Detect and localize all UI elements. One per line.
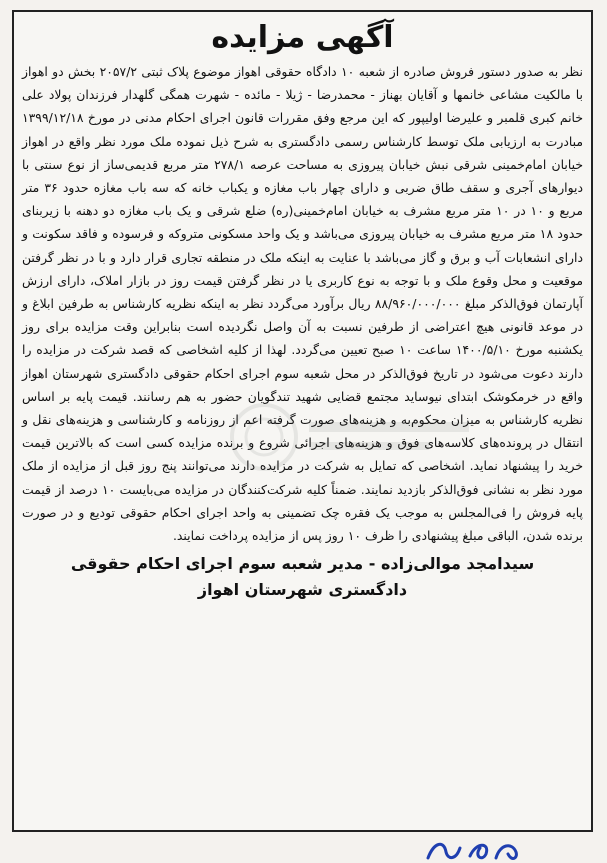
handwritten-mark	[420, 836, 530, 863]
notice-title: آگهی مزایده	[211, 20, 394, 55]
notice-body: نظر به صدور دستور فروش صادره از شعبه ۱۰ دادگاه حقوقی اهواز موضوع پلاک ثبتی ۲۰۵۷/۲ بخش دو اهواز با مالکیت مشاعی خانمها و آقایان بهناز - محمدرضا - ژیلا - مائده - شهرت همگی گلهدار فرزندان پولاد علی خانم کبری قلمبر و علیرضا اولیپور که این مرجع وفق مقررات قانون اجرای احکام مدنی در مورخ ۱۳۹۹/۱۲/۱۸ مبادرت به ارزیابی ملک توسط کارشناس رسمی دادگستری به شرح ذیل نموده ملک مورد نظر واقع در اهواز خیابان امام‌خمینی شرقی نبش خیابان پیروزی به مساحت عرصه ۲۷۸/۱ متر مربع قدیمی‌ساز از نوع سنتی با دیوارهای آجری و سقف طاق ضربی و دارای چهار باب مغازه و یکباب خانه که سه باب مغازه حدود ۳۶ متر مربع و ۱۰ در ۱۰ متر مربع مشرف به خیابان امام‌خمینی(ره) ضلع شرقی و یک باب مغازه دو دهنه با زیربنای حدود ۱۸ متر مربع مشرف به خیابان پیروزی می‌باشد و یک واحد مسکونی متروکه و فرسوده و فاقد سکونت و دارای انشعابات آب و برق و گاز می‌باشد با عنایت به اینکه ملک در منطقه تجاری قرار دارد و با در نظر گرفتن موقعیت و محل وقوع ملک و با توجه به نوع کاربری یا در نظر گرفتن قیمت روز در بازار املاک، دارای ارزش آپارتمان فوق‌الذکر مبلغ ۸۸/۹۶۰/۰۰۰/۰۰۰ ریال برآورد می‌گردد نظر به اینکه نظریه کارشناس به طرفین ابلاغ و در موعد قانونی هیچ اعتراضی از طرفین نسبت به آن واصل نگردیده است بنابراین وقت مزایده برای روز یکشنبه مورخ ۱۴۰۰/۵/۱۰ ساعت ۱۰ صبح تعیین می‌گردد. لهذا از کلیه اشخاصی که قصد شرکت در مزایده را دارند دعوت می‌شود در تاریخ فوق‌الذکر در محل شعبه سوم اجرای احکام حقوقی دادگستری شهرستان اهواز واقع در خرمکوشک ابتدای نیوساید مجتمع قضایی شهید تندگویان حضور به هم رسانند. قیمت پایه بر اساس نظریه کارشناس به میزان محکوم‌به و هزینه‌های صورت گرفته اعم از روزنامه و کارشناسی و هزینه‌های نقل و انتقال در پرونده‌های کلاسه‌های فوق و هزینه‌های اجرائی شروع و برنده مزایده کسی است که بالاترین قیمت خرید را پیشنهاد نماید. اشخاصی که تمایل به شرکت در مزایده دارند می‌توانند پنج روز قبل از مزایده از ملک مورد نظر به نشانی فوق‌الذکر بازدید نمایند. ضمناً کلیه شرکت‌کنندگان در مزایده می‌بایست ۱۰ درصد از قیمت پایه فروش را فی‌المجلس به موجب یک فقره چک تضمینی به واحد اجرای احکام حقوقی تودیع و در صورت برنده شدن، الباقی مبلغ پیشنهادی را ظرف ۱۰ روز پس از مزایده پرداخت نمایند.	[22, 64, 583, 544]
notice-frame	[12, 10, 593, 832]
signature-name-title: سیدامجد موالی‌زاده - مدیر شعبه سوم اجرای احکام حقوقی	[70, 554, 535, 574]
signature-block	[14, 551, 591, 603]
signature-organization: دادگستری شهرستان اهواز	[197, 580, 408, 600]
